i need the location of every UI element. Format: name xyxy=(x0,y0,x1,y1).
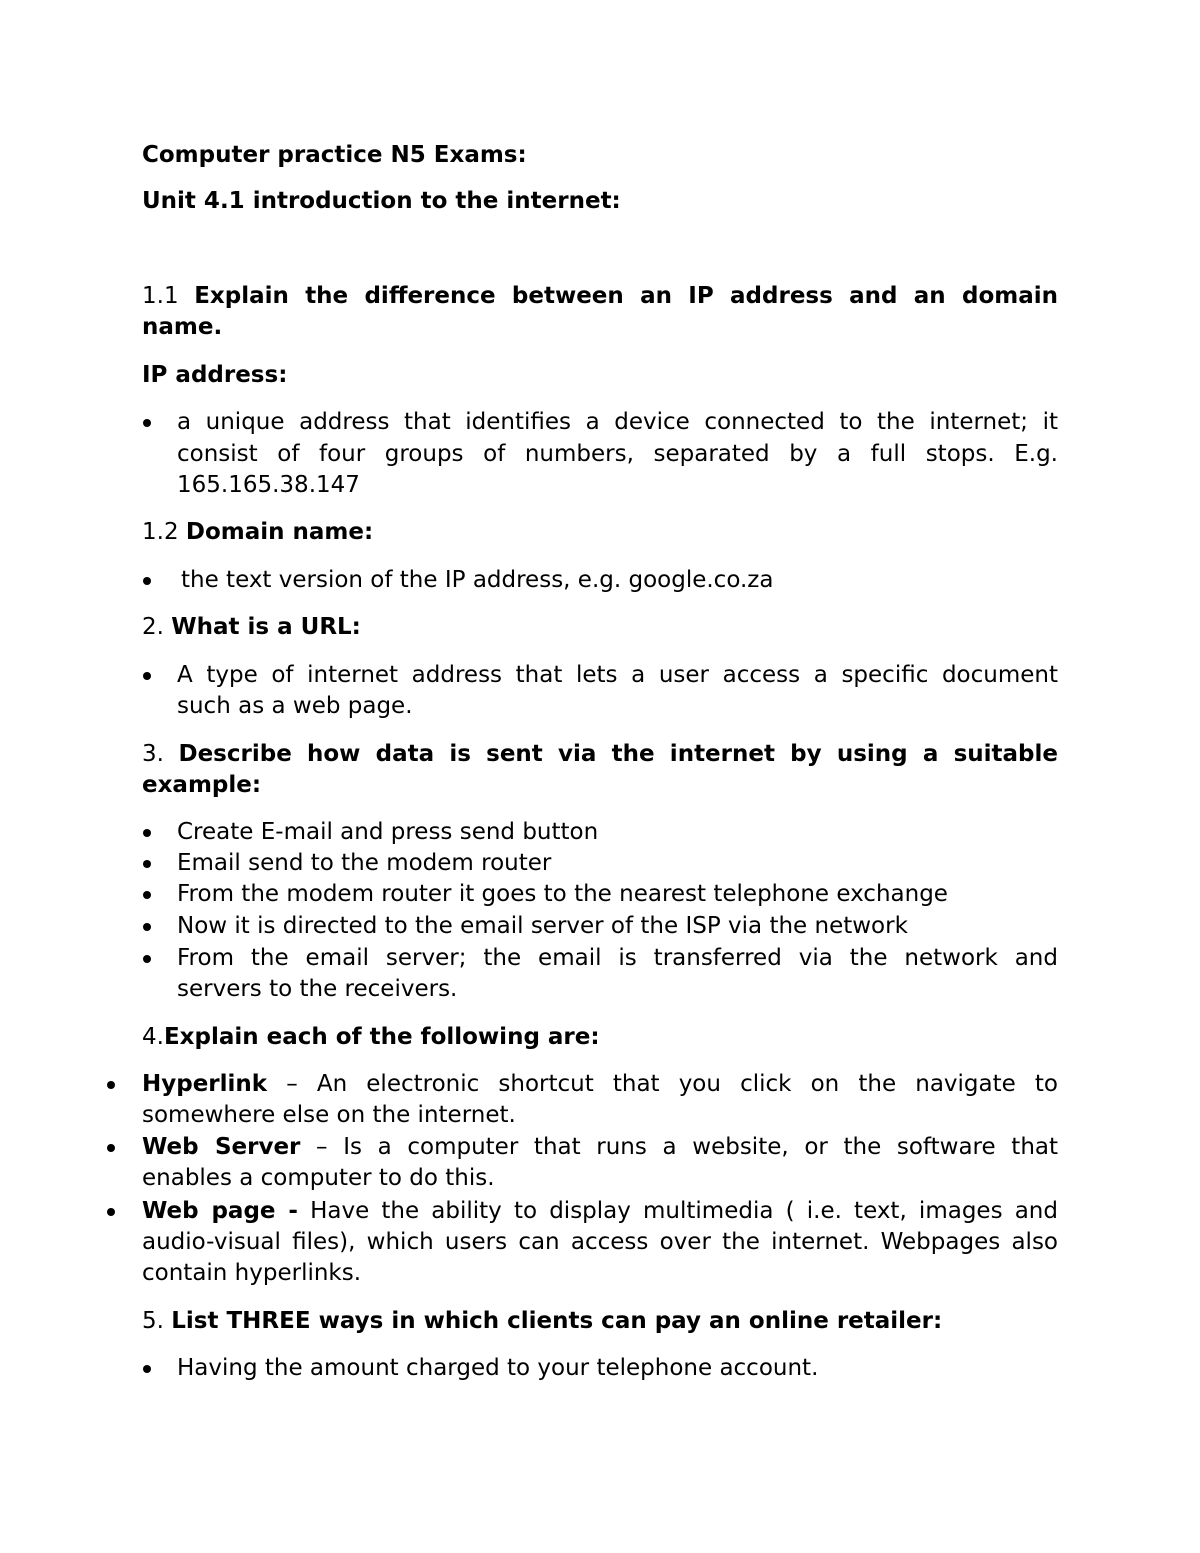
web-page-definition-line3: contain hyperlinks. xyxy=(142,1260,362,1286)
bullet-dot xyxy=(143,672,151,680)
document-title: Computer practice N5 Exams: xyxy=(142,142,527,168)
definition-text: – An electronic shortcut that you click on the navigate to xyxy=(267,1071,1058,1097)
question-text: Explain the difference between an IP address and an domain xyxy=(194,283,1058,309)
data-step-3: From the modem router it goes to the nearest telephone exchange xyxy=(177,881,948,907)
question-number: 5. xyxy=(142,1308,164,1334)
bullet-dot xyxy=(107,1144,115,1152)
question-text: List THREE ways in which clients can pay an online retailer: xyxy=(171,1308,943,1334)
domain-name-bullet: the text version of the IP address, e.g. google.co.za xyxy=(181,567,774,593)
question-1-2 xyxy=(142,517,1058,549)
bullet-dot xyxy=(143,829,151,837)
domain-name-heading: Domain name: xyxy=(185,519,374,545)
question-5 xyxy=(142,1306,1058,1338)
bullet-dot xyxy=(107,1081,115,1089)
bullet-dot xyxy=(143,577,151,585)
url-bullet-line2: such as a web page. xyxy=(177,693,413,719)
data-step-5-line2: servers to the receivers. xyxy=(177,976,458,1002)
payment-method-1: Having the amount charged to your telephone account. xyxy=(177,1355,819,1381)
ip-bullet-line1: a unique address that identifies a device connected to the internet; it xyxy=(177,409,1058,435)
bullet-dot xyxy=(107,1208,115,1216)
bullet-dot xyxy=(143,1365,151,1373)
web-server-definition-line1 xyxy=(142,1132,1058,1164)
hyperlink-definition-line2: somewhere else on the internet. xyxy=(142,1102,516,1128)
data-step-1: Create E-mail and press send button xyxy=(177,819,599,845)
question-3-line2: example: xyxy=(142,772,262,798)
data-step-4: Now it is directed to the email server of the ISP via the network xyxy=(177,913,908,939)
url-bullet-line1: A type of internet address that lets a user access a specific document xyxy=(177,662,1058,688)
data-step-2: Email send to the modem router xyxy=(177,850,552,876)
question-number: 3. xyxy=(142,741,164,767)
ip-address-heading: IP address: xyxy=(142,362,288,388)
bullet-dot xyxy=(143,419,151,427)
data-step-5-line1: From the email server; the email is transferred via the network and xyxy=(177,945,1058,971)
hyperlink-definition-line1 xyxy=(142,1069,1058,1101)
bullet-dot xyxy=(143,891,151,899)
url-heading: What is a URL: xyxy=(171,614,361,640)
question-1-1-line1 xyxy=(142,281,1058,313)
web-page-definition-line2: audio-visual files), which users can access over the internet. Webpages also xyxy=(142,1229,1058,1255)
question-text: Explain each of the following are: xyxy=(163,1024,600,1050)
web-server-definition-line2: enables a computer to do this. xyxy=(142,1165,495,1191)
ip-bullet-line2: consist of four groups of numbers, separated by a full stops. E.g. xyxy=(177,441,1058,467)
term-web-server: Web Server xyxy=(142,1134,301,1160)
question-text: Describe how data is sent via the internet by using a suitable xyxy=(178,741,1058,767)
bullet-dot xyxy=(143,860,151,868)
question-number: 2. xyxy=(142,614,164,640)
bullet-dot xyxy=(143,923,151,931)
term-web-page: Web page - xyxy=(142,1198,298,1224)
bullet-dot xyxy=(143,955,151,963)
question-4 xyxy=(142,1022,1058,1054)
definition-text: – Is a computer that runs a website, or the software that xyxy=(300,1134,1059,1160)
term-hyperlink: Hyperlink xyxy=(142,1071,268,1097)
question-3-line1 xyxy=(142,739,1058,771)
web-page-definition-line1 xyxy=(142,1196,1058,1228)
question-1-1-line2: name. xyxy=(142,314,223,340)
definition-text: Have the ability to display multimedia ( i.e. text, images and xyxy=(297,1198,1058,1224)
question-number: 4. xyxy=(142,1024,164,1050)
ip-bullet-line3: 165.165.38.147 xyxy=(177,472,360,498)
question-2 xyxy=(142,612,1058,644)
question-number: 1.2 xyxy=(142,519,179,545)
unit-heading: Unit 4.1 introduction to the internet: xyxy=(142,188,621,214)
question-number: 1.1 xyxy=(142,283,179,309)
